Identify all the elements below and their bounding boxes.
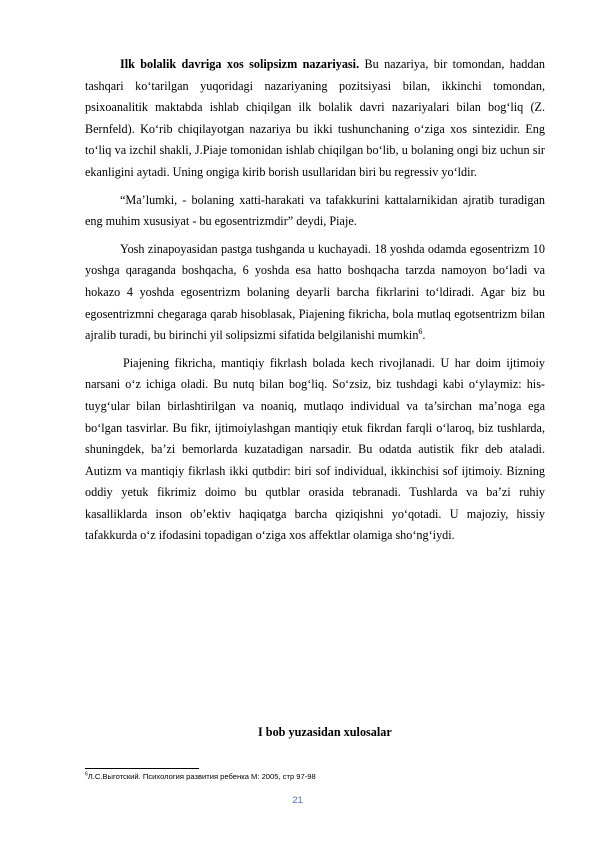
paragraph-solipsism-theory	[85, 54, 545, 184]
paragraph-body: Bu nazariya, bir tomondan, haddan tashqari ko‘tarilgan yuqoridagi nazariyaning pozitsiyasi bilan, ikkinchi tomondan, psixoanalitik maktabda ishlab chiqilgan ilk bolalik davri nazariyalari bilan bog‘liq (Z. Bernfeld). Ko‘rib chiqilayotgan nazariya bu ikki tushunchaning o‘ziga xos sintezidir. Eng to‘liq va izchil shakli, J.Piaje tomonidan ishlab chiqilgan bo‘lib, u bolaning ongi biz uchun sir ekanligini aytadi. Uning ongiga kirib borish usullaridan biri bu regressiv yo‘ldir.	[85, 57, 545, 179]
footnote	[85, 772, 316, 781]
paragraph-end: .	[422, 328, 426, 343]
section-heading: I bob yuzasidan xulosalar	[258, 725, 392, 739]
body-text	[85, 54, 545, 547]
footnote-text: Л.С.Выготский. Психология развития ребенка М: 2005, стр 97-98	[87, 772, 316, 781]
page-number: 21	[292, 795, 303, 806]
paragraph-age-egocentrism	[85, 239, 545, 347]
paragraph-egocentrism-quote: “Ma’lumki, - bolaning xatti-harakati va tafakkurini kattalarnikidan ajratib turadigan eng muhim xususiyat - bu egosentrizmdir” deydi, Piaje.	[85, 192, 545, 229]
footnote-divider	[85, 768, 199, 769]
paragraph-body: Yosh zinapoyasidan pastga tushganda u kuchayadi. 18 yoshda odamda egosentrizm 10 yoshga qaraganda boshqacha, 6 yoshda esa hatto boshqacha tarzda namoyon bo‘ladi va hokazo 4 yoshda egosentrizm bolaning deyarli barcha fikrlarini to‘ldiradi. Agar biz bu egosentrizmni chegaraga qarab hisoblasak, Piajening fikricha, bola mutlaq egotsentrizm bilan ajralib turadi, bu birinchi yil solipsizmi sifatida belgilanishi mumkin	[85, 241, 545, 343]
paragraph-logical-thinking: Piajening fikricha, mantiqiy fikrlash bolada kech rivojlanadi. U har doim ijtimoiy narsani o‘z ichiga oladi. Bu nutq bilan bog‘liq. So‘zsiz, biz tushdagi kabi o‘ylaymiz: his-tuyg‘ular bilan birlashtirilgan va noaniq, mutlaqo individual va ta’sirchan ma’noga ega bo‘lgan tasvirlar. Bu fikr, ijtimoiylashgan mantiqiy etuk fikrdan farqli o‘laroq, biz tushlarda, shuningdek, ba’zi bemorlarda kuzatadigan narsadir. Bu odatda autistik fikr deb ataladi. Autizm va mantiqiy fikrlash ikki qutbdir: biri sof individual, ikkinchisi sof ijtimoiy. Bizning oddiy yetuk fikrimiz doimo bu qutblar orasida tebranadi. Tushlarda va ba’zi ruhiy kasalliklarda inson ob’ektiv haqiqatga barcha qiziqishni yo‘qotadi. U majoziy, hissiy tafakkurda o‘z ifodasini topadigan o‘ziga xos affektlar olamiga sho‘ng‘iydi.	[85, 355, 545, 543]
paragraph-title: Ilk bolalik davriga xos solipsizm nazariyasi.	[120, 57, 360, 71]
footnote-reference[interactable]: 6	[418, 327, 423, 337]
footnote-marker: 6	[85, 771, 88, 778]
